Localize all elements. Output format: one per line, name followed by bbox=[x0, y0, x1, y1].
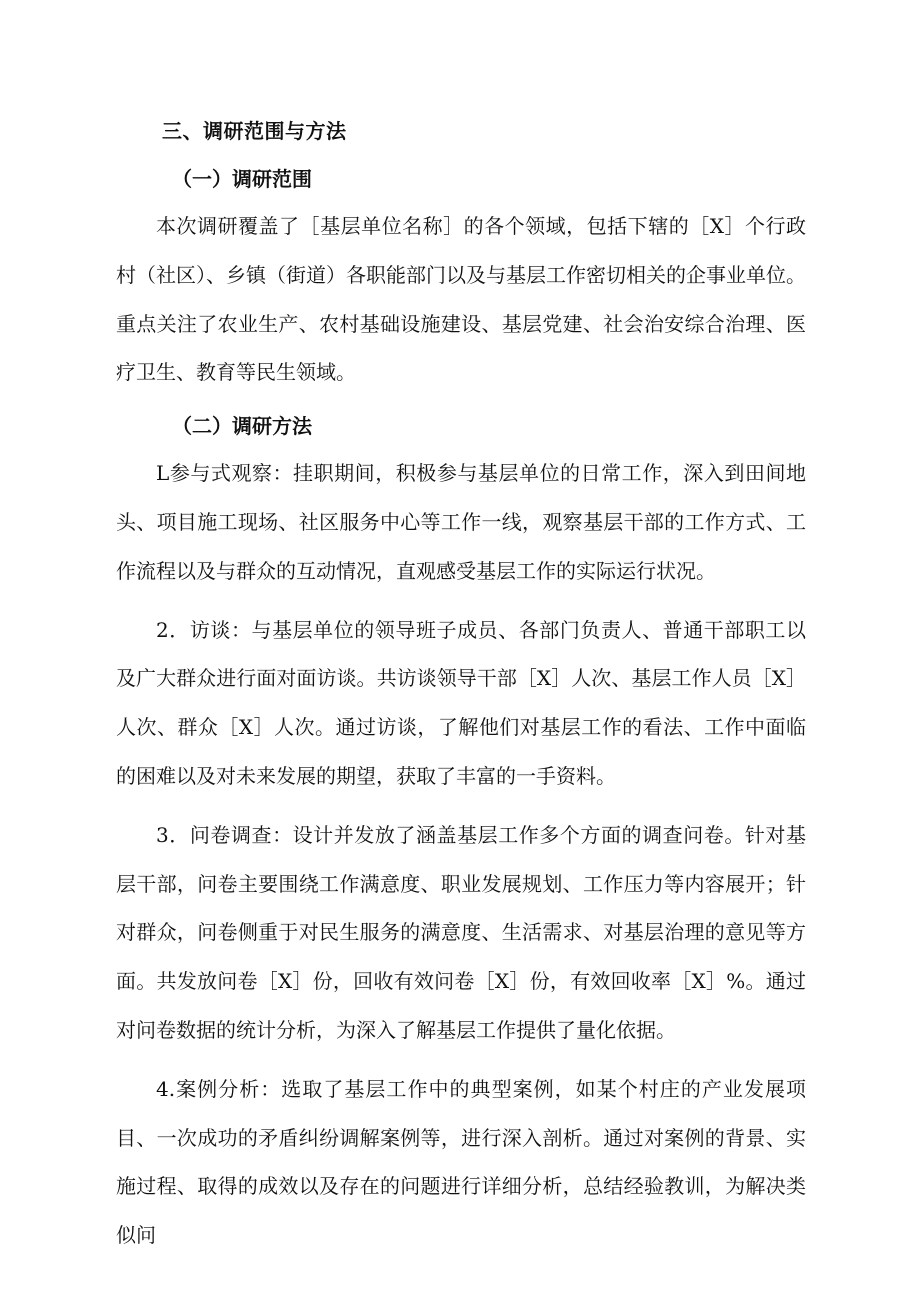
subsection-heading-scope: （一）调研范围 bbox=[172, 167, 312, 191]
paragraph-method-questionnaire: 3．问卷调查：设计并发放了涵盖基层工作多个方面的调查问卷。针对基层干部，问卷主要围绕工作满意度、职业发展规划、工作压力等内容展开；针对群众，问卷侧重于对民生服务的满意度、生活需求、对基层治理的意见等方面。共发放问卷［X］份，回收有效问卷［X］份，有效回收率［X］%。通过对问卷数据的统计分析，为深入了解基层工作提供了量化依据。 bbox=[116, 822, 806, 1042]
paragraph-method-interview: 2．访谈：与基层单位的领导班子成员、各部门负责人、普通干部职工以及广大群众进行面对面访谈。共访谈领导干部［X］人次、基层工作人员［X］人次、群众［X］人次。通过访谈，了解他们对基层工作的看法、工作中面临的困难以及对未来发展的期望，获取了丰富的一手资料。 bbox=[116, 617, 806, 788]
section-heading: 三、调研范围与方法 bbox=[162, 119, 347, 143]
paragraph-scope: 本次调研覆盖了［基层单位名称］的各个领域，包括下辖的［X］个行政村（社区）、乡镇（街道）各职能部门以及与基层工作密切相关的企事业单位。重点关注了农业生产、农村基础设施建设、基层党建、社会治安综合治理、医疗卫生、教育等民生领域。 bbox=[116, 214, 806, 385]
paragraph-method-observation: L参与式观察：挂职期间，积极参与基层单位的日常工作，深入到田间地头、项目施工现场、社区服务中心等工作一线，观察基层干部的工作方式、工作流程以及与群众的互动情况，直观感受基层工作的实际运行状况。 bbox=[116, 461, 806, 583]
document-body bbox=[116, 112, 806, 1270]
paragraph-method-case-analysis: 4.案例分析：选取了基层工作中的典型案例，如某个村庄的产业发展项目、一次成功的矛盾纠纷调解案例等，进行深入剖析。通过对案例的背景、实施过程、取得的成效以及存在的问题进行详细分析，总结经验教训，为解决类似问 bbox=[116, 1076, 806, 1248]
subsection-heading-methods: （二）调研方法 bbox=[172, 414, 312, 439]
